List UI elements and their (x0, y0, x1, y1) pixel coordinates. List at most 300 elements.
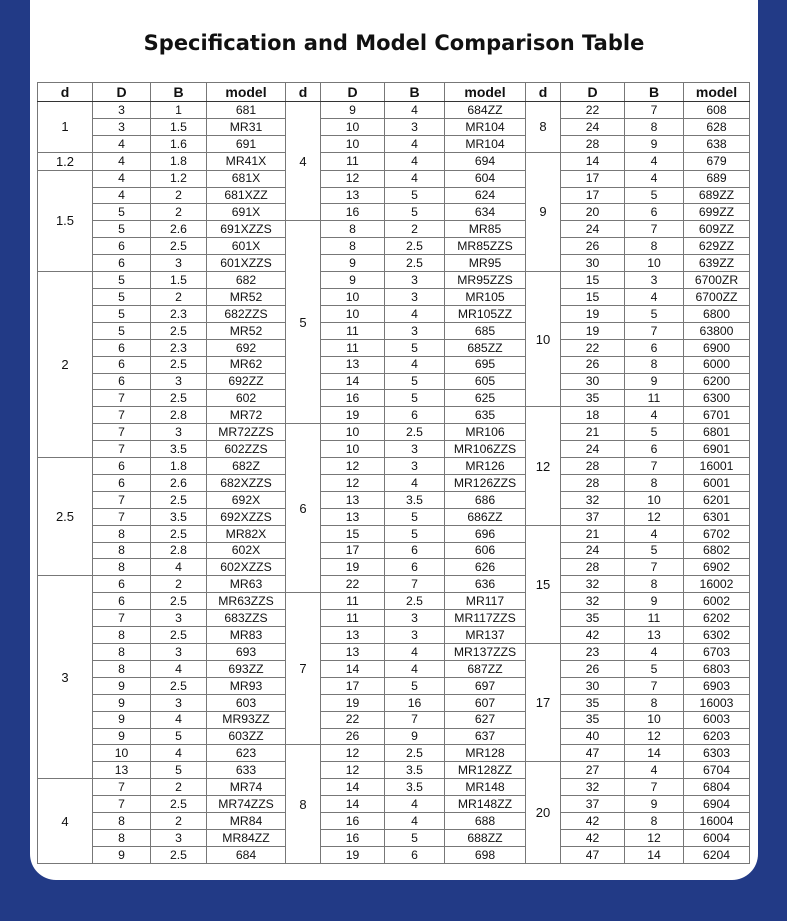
width-cell: 11 (625, 610, 684, 627)
outer-diameter-cell: 19 (561, 322, 625, 339)
model-cell: 6202 (684, 610, 750, 627)
model-cell: 602X (207, 542, 286, 559)
width-cell: 4 (385, 152, 445, 170)
width-cell: 2.5 (385, 745, 445, 762)
outer-diameter-cell: 9 (93, 677, 151, 694)
model-cell: 606 (445, 542, 526, 559)
width-cell: 2.5 (385, 424, 445, 441)
width-cell: 4 (625, 525, 684, 542)
model-cell: MR72ZZS (207, 424, 286, 441)
outer-diameter-cell: 12 (321, 474, 385, 491)
model-cell: 689 (684, 170, 750, 187)
model-cell: 6004 (684, 829, 750, 846)
outer-diameter-cell: 10 (321, 305, 385, 322)
outer-diameter-cell: 7 (93, 508, 151, 525)
model-cell: 16001 (684, 458, 750, 475)
width-cell: 9 (625, 593, 684, 610)
table-row (38, 135, 750, 152)
outer-diameter-cell: 19 (321, 407, 385, 424)
width-cell: 7 (625, 779, 684, 796)
width-cell: 2.5 (151, 322, 207, 339)
width-cell: 14 (625, 846, 684, 863)
column-B-header-1: B (151, 83, 207, 102)
width-cell: 2.5 (151, 525, 207, 542)
width-cell: 3 (151, 424, 207, 441)
column-B-header-3: B (625, 83, 684, 102)
outer-diameter-cell: 7 (93, 610, 151, 627)
outer-diameter-cell: 11 (321, 610, 385, 627)
model-cell: 688 (445, 813, 526, 830)
outer-diameter-cell: 37 (561, 508, 625, 525)
model-cell: MR82X (207, 525, 286, 542)
model-cell: 681X (207, 170, 286, 187)
width-cell: 13 (625, 627, 684, 644)
model-cell: 634 (445, 204, 526, 221)
outer-diameter-cell: 8 (93, 627, 151, 644)
model-cell: 623 (207, 745, 286, 762)
outer-diameter-cell: 11 (321, 339, 385, 356)
model-cell: 682ZZS (207, 305, 286, 322)
outer-diameter-cell: 5 (93, 305, 151, 322)
width-cell: 1.5 (151, 272, 207, 289)
inner-diameter-cell: 2 (38, 272, 93, 458)
model-cell: 699ZZ (684, 204, 750, 221)
model-cell: 635 (445, 407, 526, 424)
outer-diameter-cell: 4 (93, 170, 151, 187)
width-cell: 8 (625, 474, 684, 491)
width-cell: 2.3 (151, 305, 207, 322)
model-cell: 6900 (684, 339, 750, 356)
outer-diameter-cell: 7 (93, 491, 151, 508)
model-cell: MR117ZZS (445, 610, 526, 627)
inner-diameter-cell: 17 (526, 644, 561, 762)
outer-diameter-cell: 3 (93, 118, 151, 135)
outer-diameter-cell: 37 (561, 796, 625, 813)
outer-diameter-cell: 47 (561, 846, 625, 863)
model-cell: MR52 (207, 288, 286, 305)
model-cell: 6702 (684, 525, 750, 542)
model-cell: 6904 (684, 796, 750, 813)
outer-diameter-cell: 23 (561, 644, 625, 661)
model-cell: 624 (445, 187, 526, 204)
outer-diameter-cell: 7 (93, 407, 151, 424)
model-cell: 691 (207, 135, 286, 152)
model-cell: 692 (207, 339, 286, 356)
width-cell: 4 (625, 762, 684, 779)
model-cell: 6204 (684, 846, 750, 863)
width-cell: 2.5 (151, 491, 207, 508)
model-cell: 609ZZ (684, 221, 750, 238)
width-cell: 5 (385, 339, 445, 356)
model-cell: 602 (207, 390, 286, 407)
column-model-header-2: model (445, 83, 526, 102)
table-row (38, 272, 750, 289)
model-cell: 692X (207, 491, 286, 508)
outer-diameter-cell: 6 (93, 373, 151, 390)
width-cell: 3 (385, 322, 445, 339)
table-row (38, 118, 750, 135)
width-cell: 10 (625, 491, 684, 508)
column-B-header-2: B (385, 83, 445, 102)
outer-diameter-cell: 11 (321, 152, 385, 170)
width-cell: 5 (625, 660, 684, 677)
width-cell: 4 (151, 660, 207, 677)
width-cell: 2 (151, 187, 207, 204)
model-cell: 633 (207, 762, 286, 779)
inner-diameter-cell: 1.2 (38, 152, 93, 170)
column-d-header-3: d (526, 83, 561, 102)
model-cell: MR104 (445, 135, 526, 152)
table-row (38, 356, 750, 373)
model-cell: MR95 (445, 255, 526, 272)
model-cell: 693 (207, 644, 286, 661)
model-cell: MR63 (207, 576, 286, 593)
column-D-header-3: D (561, 83, 625, 102)
width-cell: 8 (625, 694, 684, 711)
outer-diameter-cell: 28 (561, 458, 625, 475)
table-row (38, 660, 750, 677)
outer-diameter-cell: 4 (93, 135, 151, 152)
inner-diameter-cell: 4 (38, 779, 93, 864)
width-cell: 4 (625, 170, 684, 187)
outer-diameter-cell: 17 (561, 170, 625, 187)
column-D-header-1: D (93, 83, 151, 102)
header-row (38, 83, 750, 102)
model-cell: 602XZZS (207, 559, 286, 576)
outer-diameter-cell: 19 (321, 559, 385, 576)
inner-diameter-cell: 10 (526, 272, 561, 407)
model-cell: MR83 (207, 627, 286, 644)
width-cell: 8 (625, 813, 684, 830)
outer-diameter-cell: 13 (93, 762, 151, 779)
inner-diameter-cell: 2.5 (38, 458, 93, 576)
model-cell: 16003 (684, 694, 750, 711)
outer-diameter-cell: 16 (321, 829, 385, 846)
outer-diameter-cell: 28 (561, 559, 625, 576)
width-cell: 7 (625, 559, 684, 576)
width-cell: 2.8 (151, 407, 207, 424)
width-cell: 5 (385, 373, 445, 390)
table-row (38, 390, 750, 407)
width-cell: 4 (151, 711, 207, 728)
model-cell: 6704 (684, 762, 750, 779)
model-cell: 6301 (684, 508, 750, 525)
inner-diameter-cell: 20 (526, 762, 561, 864)
model-cell: MR148ZZ (445, 796, 526, 813)
outer-diameter-cell: 7 (93, 424, 151, 441)
width-cell: 11 (625, 390, 684, 407)
outer-diameter-cell: 6 (93, 576, 151, 593)
model-cell: 63800 (684, 322, 750, 339)
model-cell: MR93 (207, 677, 286, 694)
table-row (38, 339, 750, 356)
outer-diameter-cell: 42 (561, 627, 625, 644)
inner-diameter-cell: 9 (526, 152, 561, 271)
outer-diameter-cell: 8 (93, 644, 151, 661)
width-cell: 4 (385, 170, 445, 187)
width-cell: 12 (625, 728, 684, 745)
outer-diameter-cell: 16 (321, 204, 385, 221)
table-row (38, 610, 750, 627)
outer-diameter-cell: 12 (321, 170, 385, 187)
width-cell: 3 (385, 458, 445, 475)
model-cell: 686ZZ (445, 508, 526, 525)
outer-diameter-cell: 14 (321, 660, 385, 677)
model-cell: MR72 (207, 407, 286, 424)
width-cell: 2.5 (151, 356, 207, 373)
width-cell: 4 (385, 135, 445, 152)
outer-diameter-cell: 30 (561, 255, 625, 272)
width-cell: 4 (385, 305, 445, 322)
model-cell: 6902 (684, 559, 750, 576)
outer-diameter-cell: 26 (561, 660, 625, 677)
outer-diameter-cell: 14 (321, 779, 385, 796)
model-cell: MR128ZZ (445, 762, 526, 779)
outer-diameter-cell: 24 (561, 441, 625, 458)
width-cell: 3 (151, 829, 207, 846)
model-cell: MR137 (445, 627, 526, 644)
width-cell: 8 (625, 118, 684, 135)
model-cell: MR85 (445, 221, 526, 238)
outer-diameter-cell: 21 (561, 525, 625, 542)
outer-diameter-cell: 28 (561, 474, 625, 491)
table-row (38, 796, 750, 813)
model-cell: MR93ZZ (207, 711, 286, 728)
outer-diameter-cell: 14 (561, 152, 625, 170)
model-cell: MR63ZZS (207, 593, 286, 610)
model-cell: 16004 (684, 813, 750, 830)
inner-diameter-cell: 15 (526, 525, 561, 643)
table-body (38, 102, 750, 864)
model-cell: 689ZZ (684, 187, 750, 204)
outer-diameter-cell: 13 (321, 356, 385, 373)
table-row (38, 187, 750, 204)
outer-diameter-cell: 13 (321, 187, 385, 204)
model-cell: 6201 (684, 491, 750, 508)
model-cell: MR41X (207, 152, 286, 170)
width-cell: 1.8 (151, 458, 207, 475)
width-cell: 14 (625, 745, 684, 762)
model-cell: MR148 (445, 779, 526, 796)
model-cell: 6303 (684, 745, 750, 762)
outer-diameter-cell: 5 (93, 204, 151, 221)
width-cell: 1.8 (151, 152, 207, 170)
outer-diameter-cell: 24 (561, 221, 625, 238)
width-cell: 7 (385, 711, 445, 728)
width-cell: 16 (385, 694, 445, 711)
width-cell: 5 (151, 762, 207, 779)
table-row (38, 576, 750, 593)
model-cell: 601X (207, 238, 286, 255)
width-cell: 3.5 (385, 762, 445, 779)
table-row (38, 305, 750, 322)
width-cell: 5 (385, 204, 445, 221)
outer-diameter-cell: 13 (321, 627, 385, 644)
inner-diameter-cell: 8 (526, 102, 561, 153)
table-row (38, 322, 750, 339)
width-cell: 4 (385, 644, 445, 661)
width-cell: 6 (385, 846, 445, 863)
model-cell: 6801 (684, 424, 750, 441)
width-cell: 2 (151, 288, 207, 305)
inner-diameter-cell: 1 (38, 102, 93, 153)
inner-diameter-cell: 1.5 (38, 170, 93, 271)
outer-diameter-cell: 4 (93, 152, 151, 170)
outer-diameter-cell: 16 (321, 390, 385, 407)
width-cell: 5 (385, 187, 445, 204)
width-cell: 1.5 (151, 118, 207, 135)
model-cell: MR105 (445, 288, 526, 305)
width-cell: 10 (625, 255, 684, 272)
width-cell: 3 (151, 644, 207, 661)
outer-diameter-cell: 11 (321, 322, 385, 339)
outer-diameter-cell: 10 (321, 424, 385, 441)
width-cell: 7 (625, 677, 684, 694)
model-cell: 682XZZS (207, 474, 286, 491)
outer-diameter-cell: 8 (93, 542, 151, 559)
table-row (38, 221, 750, 238)
width-cell: 3 (151, 373, 207, 390)
width-cell: 4 (625, 407, 684, 424)
model-cell: 603ZZ (207, 728, 286, 745)
model-cell: 6200 (684, 373, 750, 390)
width-cell: 2.5 (151, 593, 207, 610)
model-cell: 686 (445, 491, 526, 508)
width-cell: 5 (385, 508, 445, 525)
width-cell: 6 (625, 204, 684, 221)
outer-diameter-cell: 11 (321, 593, 385, 610)
model-cell: MR84 (207, 813, 286, 830)
outer-diameter-cell: 15 (561, 288, 625, 305)
spec-comparison-table (37, 82, 750, 864)
width-cell: 6 (625, 339, 684, 356)
width-cell: 3 (385, 288, 445, 305)
outer-diameter-cell: 17 (561, 187, 625, 204)
model-cell: 602ZZS (207, 441, 286, 458)
model-cell: MR126 (445, 458, 526, 475)
outer-diameter-cell: 47 (561, 745, 625, 762)
table-row (38, 424, 750, 441)
width-cell: 2.5 (385, 238, 445, 255)
width-cell: 7 (625, 102, 684, 119)
outer-diameter-cell: 7 (93, 441, 151, 458)
table-row (38, 102, 750, 119)
outer-diameter-cell: 5 (93, 288, 151, 305)
outer-diameter-cell: 32 (561, 491, 625, 508)
model-cell: 6701 (684, 407, 750, 424)
outer-diameter-cell: 13 (321, 644, 385, 661)
table-row (38, 170, 750, 187)
width-cell: 2 (151, 813, 207, 830)
model-cell: 6002 (684, 593, 750, 610)
table-row (38, 711, 750, 728)
outer-diameter-cell: 7 (93, 779, 151, 796)
outer-diameter-cell: 27 (561, 762, 625, 779)
width-cell: 2 (151, 204, 207, 221)
width-cell: 6 (625, 441, 684, 458)
outer-diameter-cell: 7 (93, 796, 151, 813)
width-cell: 5 (625, 542, 684, 559)
outer-diameter-cell: 6 (93, 458, 151, 475)
model-cell: 695 (445, 356, 526, 373)
outer-diameter-cell: 18 (561, 407, 625, 424)
outer-diameter-cell: 17 (321, 677, 385, 694)
outer-diameter-cell: 22 (321, 576, 385, 593)
outer-diameter-cell: 13 (321, 491, 385, 508)
outer-diameter-cell: 22 (561, 102, 625, 119)
outer-diameter-cell: 5 (93, 272, 151, 289)
model-cell: MR74 (207, 779, 286, 796)
outer-diameter-cell: 32 (561, 593, 625, 610)
outer-diameter-cell: 6 (93, 339, 151, 356)
width-cell: 3 (151, 694, 207, 711)
model-cell: 636 (445, 576, 526, 593)
outer-diameter-cell: 12 (321, 762, 385, 779)
outer-diameter-cell: 6 (93, 238, 151, 255)
table-row (38, 559, 750, 576)
width-cell: 3 (385, 610, 445, 627)
inner-diameter-cell: 5 (286, 221, 321, 424)
model-cell: MR52 (207, 322, 286, 339)
outer-diameter-cell: 24 (561, 118, 625, 135)
width-cell: 3 (385, 441, 445, 458)
width-cell: 10 (625, 711, 684, 728)
outer-diameter-cell: 8 (93, 813, 151, 830)
width-cell: 2.5 (385, 593, 445, 610)
model-cell: MR84ZZ (207, 829, 286, 846)
model-cell: 639ZZ (684, 255, 750, 272)
width-cell: 12 (625, 508, 684, 525)
inner-diameter-cell: 3 (38, 576, 93, 779)
table-row (38, 644, 750, 661)
outer-diameter-cell: 8 (321, 238, 385, 255)
table-row (38, 204, 750, 221)
model-cell: 688ZZ (445, 829, 526, 846)
outer-diameter-cell: 10 (321, 135, 385, 152)
width-cell: 2.5 (151, 390, 207, 407)
width-cell: 3.5 (385, 779, 445, 796)
width-cell: 3 (151, 255, 207, 272)
outer-diameter-cell: 6 (93, 356, 151, 373)
width-cell: 9 (625, 796, 684, 813)
width-cell: 2 (151, 779, 207, 796)
outer-diameter-cell: 16 (321, 813, 385, 830)
outer-diameter-cell: 14 (321, 373, 385, 390)
outer-diameter-cell: 42 (561, 829, 625, 846)
width-cell: 12 (625, 829, 684, 846)
width-cell: 2.5 (151, 846, 207, 863)
inner-diameter-cell: 7 (286, 593, 321, 745)
model-cell: 682 (207, 272, 286, 289)
outer-diameter-cell: 35 (561, 694, 625, 711)
model-cell: 6901 (684, 441, 750, 458)
model-cell: 6203 (684, 728, 750, 745)
model-cell: 6001 (684, 474, 750, 491)
outer-diameter-cell: 19 (561, 305, 625, 322)
outer-diameter-cell: 19 (321, 694, 385, 711)
model-cell: 6300 (684, 390, 750, 407)
model-cell: MR85ZZS (445, 238, 526, 255)
outer-diameter-cell: 14 (321, 796, 385, 813)
model-cell: MR137ZZS (445, 644, 526, 661)
model-cell: MR31 (207, 118, 286, 135)
outer-diameter-cell: 10 (321, 441, 385, 458)
width-cell: 2.3 (151, 339, 207, 356)
width-cell: 2 (151, 576, 207, 593)
table-row (38, 255, 750, 272)
model-cell: 6800 (684, 305, 750, 322)
outer-diameter-cell: 9 (93, 694, 151, 711)
